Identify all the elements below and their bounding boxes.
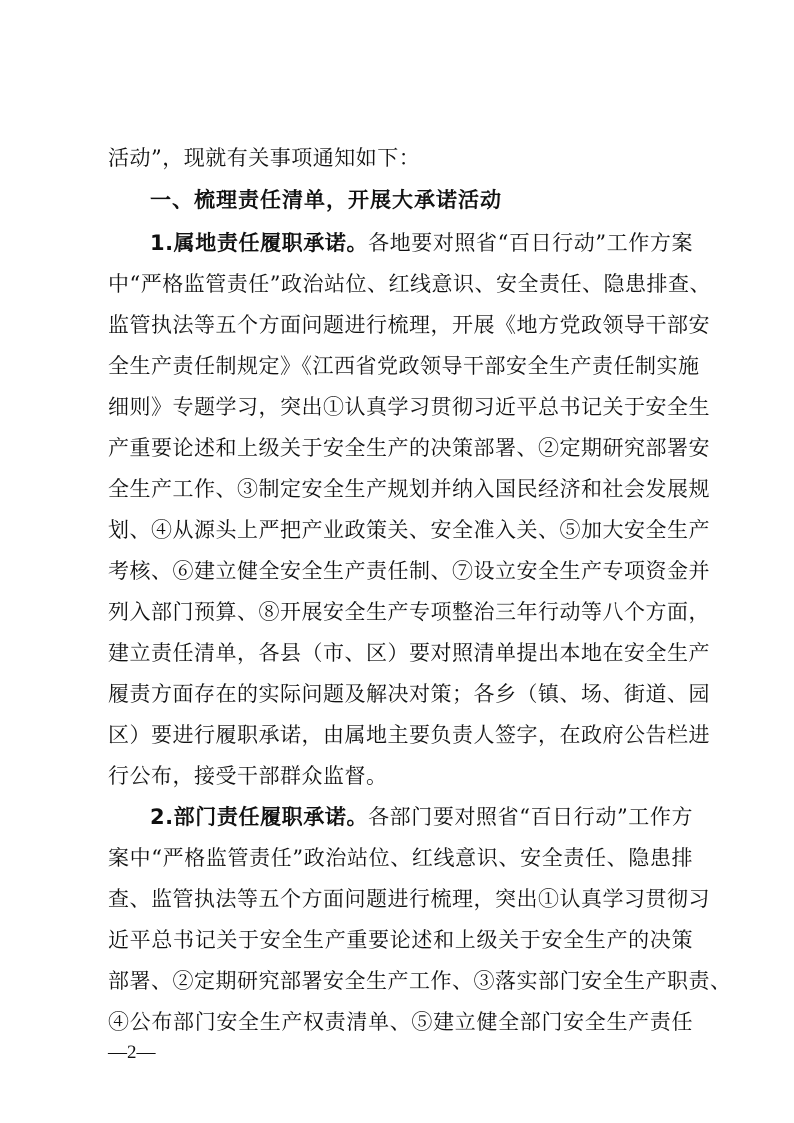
text-line: 查、监管执法等五个方面问题进行梳理，突出①认真学习贯彻习 [108, 887, 710, 911]
text-line: 近平总书记关于安全生产重要论述和上级关于安全生产的决策 [108, 928, 693, 952]
paragraph-first-line [150, 799, 693, 835]
text-line: 细则》专题学习，突出①认真学习贯彻习近平总书记关于安全生 [108, 395, 710, 419]
text-line: 履责方面存在的实际问题及解决对策；各乡（镇、场、街道、园 [108, 682, 710, 706]
text-line: 产重要论述和上级关于安全生产的决策部署、②定期研究部署安 [108, 436, 710, 460]
text-line: 行公布，接受干部群众监督。 [108, 764, 388, 788]
text-line: 建立责任清单，各县（市、区）要对照清单提出本地在安全生产 [108, 641, 710, 665]
text-line: 中“严格监管责任”政治站位、红线意识、安全责任、隐患排查、 [108, 272, 711, 296]
text-line: 划、④从源头上严把产业政策关、安全准入关、⑤加大安全生产 [108, 518, 710, 542]
text-line: 列入部门预算、⑧开展安全生产专项整治三年行动等八个方面， [108, 600, 710, 624]
text-line: 全生产工作、③制定安全生产规划并纳入国民经济和社会发展规 [108, 477, 710, 501]
item-title: 2.部门责任履职承诺。 [150, 805, 369, 829]
item-title: 1.属地责任履职承诺。 [150, 231, 369, 255]
text-line: 部署、②定期研究部署安全生产工作、③落实部门安全生产职责、 [108, 969, 732, 993]
text-line: 全生产责任制规定》《江西省党政领导干部安全生产责任制实施 [108, 354, 700, 378]
item-text: 各地要对照省“百日行动”工作方案 [368, 231, 693, 255]
item-text: 各部门要对照省“百日行动”工作方 [368, 805, 693, 829]
text-line: 考核、⑥建立健全安全生产责任制、⑦设立安全生产专项资金并 [108, 559, 710, 583]
text-line: 活动”，现就有关事项通知如下： [108, 146, 421, 170]
text-line: 案中“严格监管责任”政治站位、红线意识、安全责任、隐患排 [108, 846, 693, 870]
paragraph-first-line [150, 225, 693, 261]
text-line: 监管执法等五个方面问题进行梳理，开展《地方党政领导干部安 [108, 313, 710, 337]
section-heading: 一、梳理责任清单，开展大承诺活动 [150, 188, 502, 212]
text-line: 区）要进行履职承诺，由属地主要负责人签字，在政府公告栏进 [108, 723, 710, 747]
text-line: ④公布部门安全生产权责清单、⑤建立健全部门安全生产责任 [108, 1010, 693, 1034]
page-number: —2— [108, 1042, 156, 1063]
